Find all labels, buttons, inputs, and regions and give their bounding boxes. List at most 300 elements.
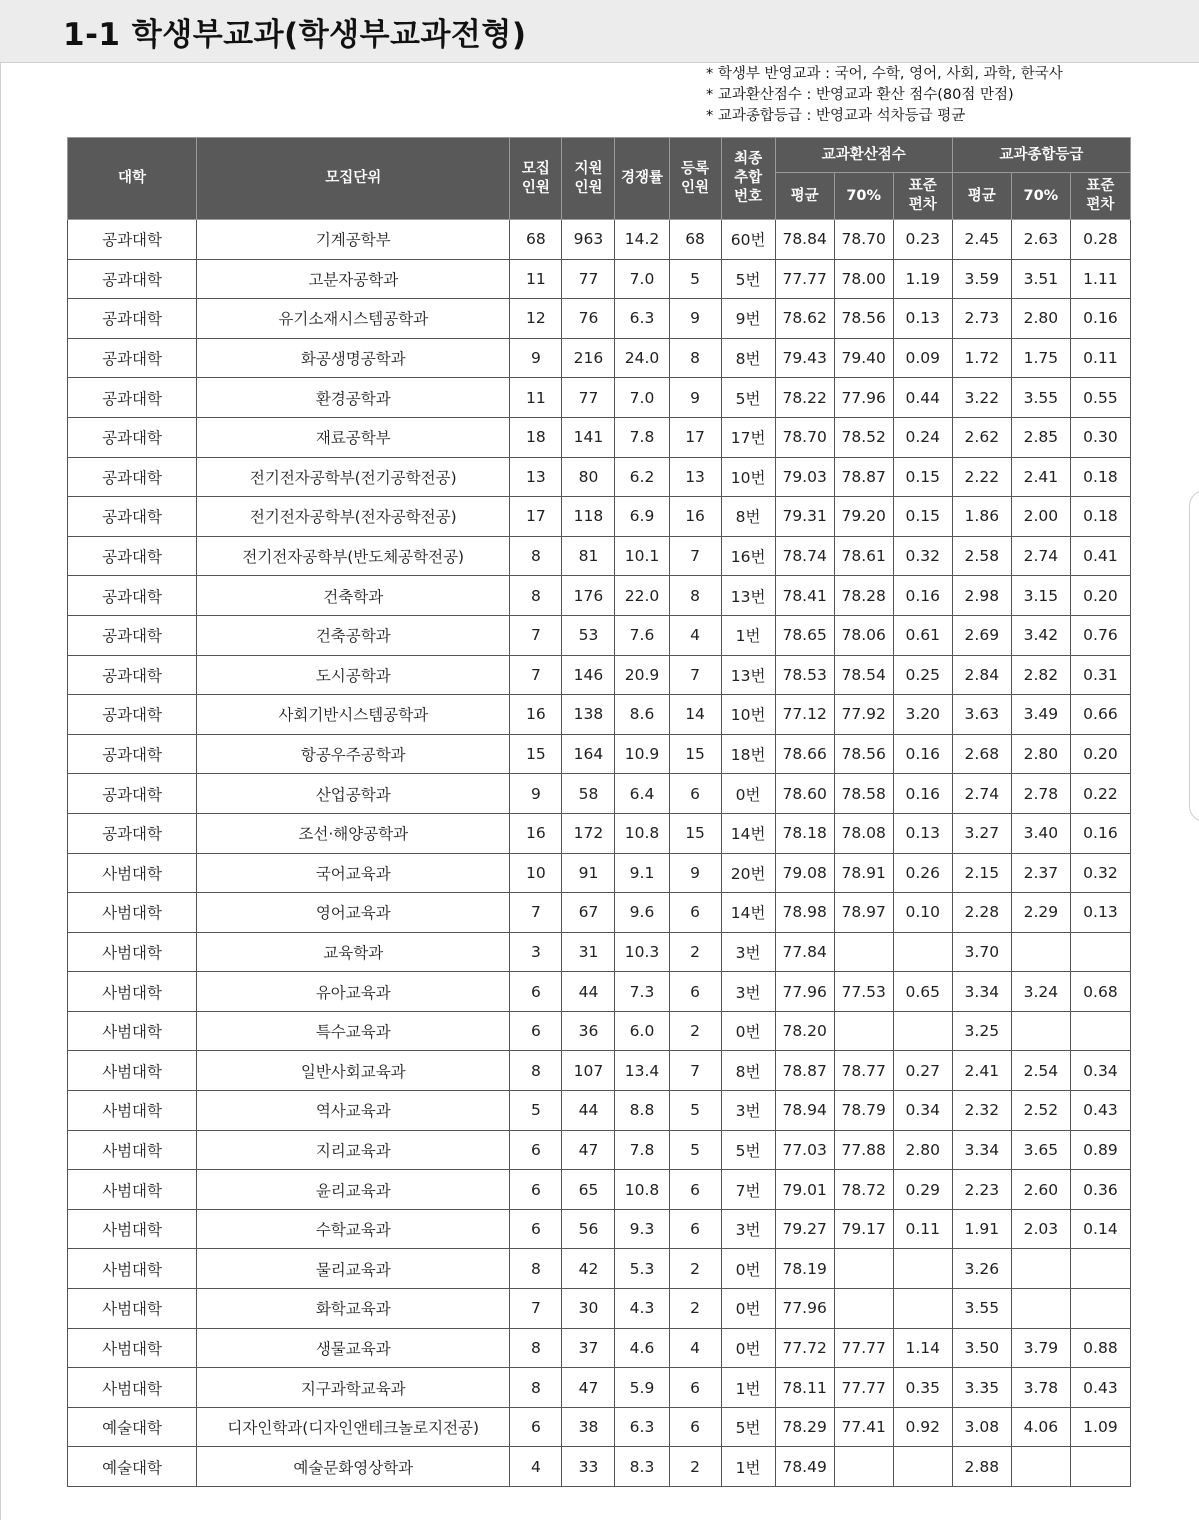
- cell-grade-70: 1.75: [1011, 338, 1070, 378]
- cell-enroll: 6: [669, 774, 721, 814]
- cell-waitlist: 0번: [721, 1289, 775, 1329]
- cell-waitlist: 8번: [721, 1051, 775, 1091]
- cell-score-sd: [893, 1011, 952, 1051]
- cell-enroll: 68: [669, 220, 721, 260]
- cell-score-70: [834, 932, 893, 972]
- cell-apply: 33: [562, 1447, 615, 1487]
- cell-recruit: 17: [510, 497, 562, 537]
- cell-enroll: 6: [669, 893, 721, 933]
- cell-recruit: 6: [510, 1170, 562, 1210]
- cell-apply: 172: [562, 813, 615, 853]
- cell-score-70: 78.79: [834, 1091, 893, 1131]
- header-score-group: 교과환산점수: [775, 138, 952, 173]
- cell-apply: 118: [562, 497, 615, 537]
- cell-enroll: 15: [669, 734, 721, 774]
- cell-ratio: 7.0: [615, 259, 669, 299]
- table-row: [68, 1209, 1131, 1249]
- cell-apply: 47: [562, 1130, 615, 1170]
- cell-enroll: 4: [669, 1328, 721, 1368]
- cell-enroll: 6: [669, 1170, 721, 1210]
- header-enroll-line2: 인원: [681, 179, 710, 196]
- note-grade: * 교과종합등급 : 반영교과 석차등급 평균: [706, 108, 966, 124]
- cell-score-70: 78.97: [834, 893, 893, 933]
- cell-score-sd: [893, 1289, 952, 1329]
- cell-score-avg: 78.18: [775, 813, 834, 853]
- cell-college: 사범대학: [68, 932, 197, 972]
- note-score: * 교과환산점수 : 반영교과 환산 점수(80점 만점): [706, 87, 1014, 103]
- cell-waitlist: 10번: [721, 457, 775, 497]
- cell-grade-70: 2.63: [1011, 220, 1070, 260]
- cell-grade-sd: 0.16: [1070, 299, 1130, 339]
- cell-waitlist: 5번: [721, 1130, 775, 1170]
- cell-ratio: 10.8: [615, 813, 669, 853]
- cell-score-70: 78.87: [834, 457, 893, 497]
- cell-ratio: 10.8: [615, 1170, 669, 1210]
- table-row: [68, 497, 1131, 537]
- cell-unit: 디자인학과(디자인앤테크놀로지전공): [197, 1407, 510, 1447]
- cell-score-avg: 78.98: [775, 893, 834, 933]
- cell-grade-70: [1011, 1289, 1070, 1329]
- cell-score-avg: 77.96: [775, 1289, 834, 1329]
- cell-apply: 963: [562, 220, 615, 260]
- cell-unit: 교육학과: [197, 932, 510, 972]
- cell-grade-sd: 0.76: [1070, 615, 1130, 655]
- cell-college: 공과대학: [68, 378, 197, 418]
- cell-grade-sd: 0.43: [1070, 1091, 1130, 1131]
- cell-grade-sd: 0.31: [1070, 655, 1130, 695]
- cell-grade-sd: 0.13: [1070, 893, 1130, 933]
- cell-score-70: 77.96: [834, 378, 893, 418]
- cell-unit: 역사교육과: [197, 1091, 510, 1131]
- cell-grade-avg: 3.70: [952, 932, 1011, 972]
- cell-score-70: 78.72: [834, 1170, 893, 1210]
- cell-grade-sd: 0.41: [1070, 536, 1130, 576]
- table-row: [68, 734, 1131, 774]
- cell-grade-sd: 0.89: [1070, 1130, 1130, 1170]
- cell-score-avg: 78.19: [775, 1249, 834, 1289]
- table-row: [68, 1011, 1131, 1051]
- table-row: [68, 1091, 1131, 1131]
- header-score-sd-line2: 편차: [908, 197, 937, 213]
- cell-college: 사범대학: [68, 893, 197, 933]
- cell-waitlist: 0번: [721, 774, 775, 814]
- cell-grade-70: 3.65: [1011, 1130, 1070, 1170]
- cell-grade-avg: 3.22: [952, 378, 1011, 418]
- cell-ratio: 9.3: [615, 1209, 669, 1249]
- cell-college: 공과대학: [68, 338, 197, 378]
- cell-waitlist: 14번: [721, 893, 775, 933]
- cell-score-avg: 77.72: [775, 1328, 834, 1368]
- cell-grade-70: 2.03: [1011, 1209, 1070, 1249]
- table-row: [68, 774, 1131, 814]
- cell-enroll: 2: [669, 1011, 721, 1051]
- cell-grade-avg: 2.98: [952, 576, 1011, 616]
- cell-grade-avg: 1.72: [952, 338, 1011, 378]
- cell-recruit: 7: [510, 655, 562, 695]
- cell-ratio: 4.3: [615, 1289, 669, 1329]
- cell-grade-sd: 0.30: [1070, 417, 1130, 457]
- cell-grade-avg: 2.15: [952, 853, 1011, 893]
- cell-grade-avg: 3.63: [952, 695, 1011, 735]
- cell-unit: 국어교육과: [197, 853, 510, 893]
- cell-score-70: 78.52: [834, 417, 893, 457]
- cell-waitlist: 3번: [721, 972, 775, 1012]
- cell-grade-avg: 2.68: [952, 734, 1011, 774]
- cell-waitlist: 8번: [721, 497, 775, 537]
- cell-waitlist: 3번: [721, 1209, 775, 1249]
- cell-waitlist: 3번: [721, 932, 775, 972]
- cell-grade-sd: 0.18: [1070, 457, 1130, 497]
- cell-recruit: 16: [510, 695, 562, 735]
- cell-waitlist: 60번: [721, 220, 775, 260]
- cell-enroll: 2: [669, 932, 721, 972]
- cell-ratio: 6.3: [615, 299, 669, 339]
- cell-grade-sd: [1070, 1011, 1130, 1051]
- cell-grade-70: 2.41: [1011, 457, 1070, 497]
- cell-ratio: 7.8: [615, 417, 669, 457]
- cell-ratio: 5.9: [615, 1368, 669, 1408]
- cell-score-70: 78.58: [834, 774, 893, 814]
- cell-ratio: 6.0: [615, 1011, 669, 1051]
- cell-college: 사범대학: [68, 1170, 197, 1210]
- cell-score-avg: 78.70: [775, 417, 834, 457]
- cell-recruit: 4: [510, 1447, 562, 1487]
- cell-college: 사범대학: [68, 1328, 197, 1368]
- cell-score-sd: 0.27: [893, 1051, 952, 1091]
- cell-ratio: 8.3: [615, 1447, 669, 1487]
- cell-grade-70: 2.29: [1011, 893, 1070, 933]
- cell-grade-70: 2.54: [1011, 1051, 1070, 1091]
- cell-score-avg: 77.03: [775, 1130, 834, 1170]
- cell-ratio: 6.3: [615, 1407, 669, 1447]
- title-bar: [0, 0, 1199, 63]
- cell-ratio: 6.4: [615, 774, 669, 814]
- header-grade-sd-line1: 표준: [1086, 178, 1115, 194]
- cell-ratio: 9.6: [615, 893, 669, 933]
- cell-score-sd: 0.16: [893, 734, 952, 774]
- header-apply-line2: 인원: [574, 179, 603, 196]
- cell-score-avg: 78.66: [775, 734, 834, 774]
- cell-score-avg: 78.62: [775, 299, 834, 339]
- cell-recruit: 8: [510, 1051, 562, 1091]
- cell-ratio: 14.2: [615, 220, 669, 260]
- cell-grade-70: 2.52: [1011, 1091, 1070, 1131]
- header-recruit-line2: 인원: [521, 179, 550, 196]
- cell-score-avg: 77.84: [775, 932, 834, 972]
- cell-grade-avg: 2.28: [952, 893, 1011, 933]
- scroll-handle[interactable]: [1189, 490, 1199, 822]
- table-row: [68, 259, 1131, 299]
- cell-enroll: 13: [669, 457, 721, 497]
- header-enroll-line1: 등록: [681, 160, 710, 177]
- cell-college: 사범대학: [68, 1368, 197, 1408]
- cell-unit: 화공생명공학과: [197, 338, 510, 378]
- cell-waitlist: 17번: [721, 417, 775, 457]
- cell-recruit: 8: [510, 1368, 562, 1408]
- cell-score-avg: 77.96: [775, 972, 834, 1012]
- cell-grade-sd: 0.36: [1070, 1170, 1130, 1210]
- cell-college: 예술대학: [68, 1407, 197, 1447]
- cell-unit: 재료공학부: [197, 417, 510, 457]
- cell-score-sd: 0.15: [893, 497, 952, 537]
- cell-recruit: 11: [510, 378, 562, 418]
- cell-unit: 유아교육과: [197, 972, 510, 1012]
- cell-grade-sd: 0.88: [1070, 1328, 1130, 1368]
- cell-enroll: 15: [669, 813, 721, 853]
- cell-enroll: 2: [669, 1249, 721, 1289]
- cell-recruit: 6: [510, 1130, 562, 1170]
- cell-enroll: 5: [669, 259, 721, 299]
- cell-enroll: 6: [669, 1368, 721, 1408]
- cell-score-sd: [893, 1447, 952, 1487]
- cell-waitlist: 20번: [721, 853, 775, 893]
- cell-grade-avg: 3.26: [952, 1249, 1011, 1289]
- cell-grade-sd: [1070, 1447, 1130, 1487]
- cell-grade-sd: 0.32: [1070, 853, 1130, 893]
- cell-score-sd: 0.16: [893, 774, 952, 814]
- cell-score-avg: 78.49: [775, 1447, 834, 1487]
- cell-apply: 58: [562, 774, 615, 814]
- cell-score-70: [834, 1249, 893, 1289]
- header-score-sd-line1: 표준: [908, 178, 937, 194]
- cell-apply: 76: [562, 299, 615, 339]
- cell-score-sd: 0.25: [893, 655, 952, 695]
- cell-waitlist: 1번: [721, 1368, 775, 1408]
- cell-grade-70: 3.15: [1011, 576, 1070, 616]
- cell-score-avg: 78.29: [775, 1407, 834, 1447]
- cell-score-70: 79.17: [834, 1209, 893, 1249]
- cell-recruit: 8: [510, 576, 562, 616]
- cell-score-70: 77.88: [834, 1130, 893, 1170]
- cell-college: 사범대학: [68, 1209, 197, 1249]
- header-score-70: 70%: [834, 173, 893, 220]
- cell-unit: 전기전자공학부(전기공학전공): [197, 457, 510, 497]
- cell-grade-avg: 1.86: [952, 497, 1011, 537]
- cell-apply: 77: [562, 259, 615, 299]
- cell-waitlist: 1번: [721, 615, 775, 655]
- cell-grade-avg: 2.22: [952, 457, 1011, 497]
- cell-grade-sd: 0.14: [1070, 1209, 1130, 1249]
- cell-college: 사범대학: [68, 1289, 197, 1329]
- cell-recruit: 8: [510, 536, 562, 576]
- cell-waitlist: 0번: [721, 1011, 775, 1051]
- cell-recruit: 9: [510, 338, 562, 378]
- cell-grade-70: [1011, 1447, 1070, 1487]
- cell-enroll: 17: [669, 417, 721, 457]
- cell-grade-avg: 2.69: [952, 615, 1011, 655]
- cell-enroll: 5: [669, 1091, 721, 1131]
- cell-grade-avg: 2.74: [952, 774, 1011, 814]
- cell-grade-70: [1011, 932, 1070, 972]
- cell-apply: 36: [562, 1011, 615, 1051]
- cell-grade-avg: 2.41: [952, 1051, 1011, 1091]
- header-apply-line1: 지원: [574, 160, 603, 177]
- cell-score-70: 78.56: [834, 734, 893, 774]
- cell-ratio: 9.1: [615, 853, 669, 893]
- cell-enroll: 9: [669, 378, 721, 418]
- cell-grade-avg: 2.45: [952, 220, 1011, 260]
- cell-grade-sd: 0.43: [1070, 1368, 1130, 1408]
- cell-unit: 영어교육과: [197, 893, 510, 933]
- cell-college: 공과대학: [68, 813, 197, 853]
- cell-score-avg: 78.65: [775, 615, 834, 655]
- header-grade-sd: [1070, 173, 1130, 220]
- cell-grade-70: 3.42: [1011, 615, 1070, 655]
- cell-ratio: 20.9: [615, 655, 669, 695]
- cell-score-sd: 0.92: [893, 1407, 952, 1447]
- cell-unit: 유기소재시스템공학과: [197, 299, 510, 339]
- cell-apply: 164: [562, 734, 615, 774]
- cell-score-sd: 0.65: [893, 972, 952, 1012]
- cell-waitlist: 14번: [721, 813, 775, 853]
- table-row: [68, 457, 1131, 497]
- cell-college: 사범대학: [68, 1091, 197, 1131]
- table-row: [68, 932, 1131, 972]
- cell-apply: 65: [562, 1170, 615, 1210]
- cell-enroll: 9: [669, 853, 721, 893]
- table-row: [68, 536, 1131, 576]
- table-row: [68, 417, 1131, 457]
- cell-grade-avg: 2.84: [952, 655, 1011, 695]
- cell-apply: 37: [562, 1328, 615, 1368]
- cell-score-sd: 0.11: [893, 1209, 952, 1249]
- cell-ratio: 7.3: [615, 972, 669, 1012]
- cell-score-sd: 1.19: [893, 259, 952, 299]
- cell-recruit: 5: [510, 1091, 562, 1131]
- cell-grade-70: 4.06: [1011, 1407, 1070, 1447]
- cell-score-sd: 0.15: [893, 457, 952, 497]
- cell-apply: 216: [562, 338, 615, 378]
- cell-score-70: 78.91: [834, 853, 893, 893]
- cell-ratio: 4.6: [615, 1328, 669, 1368]
- cell-college: 사범대학: [68, 1011, 197, 1051]
- cell-score-70: 78.06: [834, 615, 893, 655]
- cell-ratio: 7.8: [615, 1130, 669, 1170]
- cell-grade-70: 2.74: [1011, 536, 1070, 576]
- table-row: [68, 813, 1131, 853]
- cell-grade-70: 3.55: [1011, 378, 1070, 418]
- cell-grade-70: 3.49: [1011, 695, 1070, 735]
- cell-waitlist: 5번: [721, 1407, 775, 1447]
- cell-score-sd: 0.44: [893, 378, 952, 418]
- cell-score-70: 78.00: [834, 259, 893, 299]
- cell-recruit: 7: [510, 615, 562, 655]
- cell-apply: 53: [562, 615, 615, 655]
- cell-score-70: [834, 1289, 893, 1329]
- cell-grade-sd: [1070, 1249, 1130, 1289]
- cell-unit: 건축학과: [197, 576, 510, 616]
- cell-grade-avg: 3.59: [952, 259, 1011, 299]
- cell-score-avg: 78.41: [775, 576, 834, 616]
- cell-college: 공과대학: [68, 734, 197, 774]
- cell-enroll: 16: [669, 497, 721, 537]
- cell-unit: 항공우주공학과: [197, 734, 510, 774]
- cell-grade-sd: 0.68: [1070, 972, 1130, 1012]
- header-enroll: [669, 138, 721, 220]
- cell-recruit: 8: [510, 1249, 562, 1289]
- cell-waitlist: 10번: [721, 695, 775, 735]
- cell-ratio: 6.9: [615, 497, 669, 537]
- cell-apply: 138: [562, 695, 615, 735]
- header-college: 대학: [68, 138, 197, 220]
- header-score-avg: 평균: [775, 173, 834, 220]
- table-row: [68, 615, 1131, 655]
- cell-score-sd: 0.35: [893, 1368, 952, 1408]
- cell-unit: 특수교육과: [197, 1011, 510, 1051]
- cell-college: 공과대학: [68, 655, 197, 695]
- cell-score-avg: 79.03: [775, 457, 834, 497]
- cell-college: 공과대학: [68, 536, 197, 576]
- header-score-sd: [893, 173, 952, 220]
- cell-enroll: 2: [669, 1447, 721, 1487]
- cell-grade-sd: 0.16: [1070, 813, 1130, 853]
- cell-apply: 176: [562, 576, 615, 616]
- cell-score-70: 78.77: [834, 1051, 893, 1091]
- header-recruit: [510, 138, 562, 220]
- cell-grade-sd: 0.34: [1070, 1051, 1130, 1091]
- cell-score-avg: 78.74: [775, 536, 834, 576]
- cell-recruit: 18: [510, 417, 562, 457]
- cell-score-70: 78.08: [834, 813, 893, 853]
- cell-score-70: [834, 1447, 893, 1487]
- cell-score-sd: 0.24: [893, 417, 952, 457]
- cell-grade-70: 2.78: [1011, 774, 1070, 814]
- cell-apply: 91: [562, 853, 615, 893]
- admission-results-table: [67, 137, 1131, 1487]
- header-waitlist-line1: 최종: [734, 151, 763, 167]
- cell-unit: 예술문화영상학과: [197, 1447, 510, 1487]
- cell-college: 공과대학: [68, 615, 197, 655]
- cell-score-avg: 77.12: [775, 695, 834, 735]
- cell-college: 공과대학: [68, 220, 197, 260]
- cell-college: 예술대학: [68, 1447, 197, 1487]
- cell-college: 사범대학: [68, 1051, 197, 1091]
- cell-enroll: 14: [669, 695, 721, 735]
- table-row: [68, 338, 1131, 378]
- page-left-border: [0, 62, 1, 1520]
- cell-score-avg: 79.27: [775, 1209, 834, 1249]
- cell-unit: 건축공학과: [197, 615, 510, 655]
- table-row: [68, 695, 1131, 735]
- table-row: [68, 853, 1131, 893]
- cell-waitlist: 8번: [721, 338, 775, 378]
- cell-apply: 77: [562, 378, 615, 418]
- cell-grade-sd: 0.28: [1070, 220, 1130, 260]
- cell-apply: 141: [562, 417, 615, 457]
- cell-score-70: 78.54: [834, 655, 893, 695]
- table-row: [68, 972, 1131, 1012]
- cell-grade-avg: 2.58: [952, 536, 1011, 576]
- cell-score-70: 78.56: [834, 299, 893, 339]
- table-row: [68, 576, 1131, 616]
- cell-score-avg: 78.60: [775, 774, 834, 814]
- cell-score-sd: 1.14: [893, 1328, 952, 1368]
- cell-college: 공과대학: [68, 457, 197, 497]
- cell-waitlist: 0번: [721, 1249, 775, 1289]
- cell-college: 공과대학: [68, 417, 197, 457]
- cell-apply: 30: [562, 1289, 615, 1329]
- cell-enroll: 6: [669, 1407, 721, 1447]
- cell-grade-sd: [1070, 932, 1130, 972]
- cell-recruit: 8: [510, 1328, 562, 1368]
- cell-grade-70: [1011, 1011, 1070, 1051]
- cell-apply: 56: [562, 1209, 615, 1249]
- cell-score-sd: 0.61: [893, 615, 952, 655]
- cell-waitlist: 0번: [721, 1328, 775, 1368]
- cell-ratio: 8.6: [615, 695, 669, 735]
- table-row: [68, 1249, 1131, 1289]
- cell-grade-avg: 3.27: [952, 813, 1011, 853]
